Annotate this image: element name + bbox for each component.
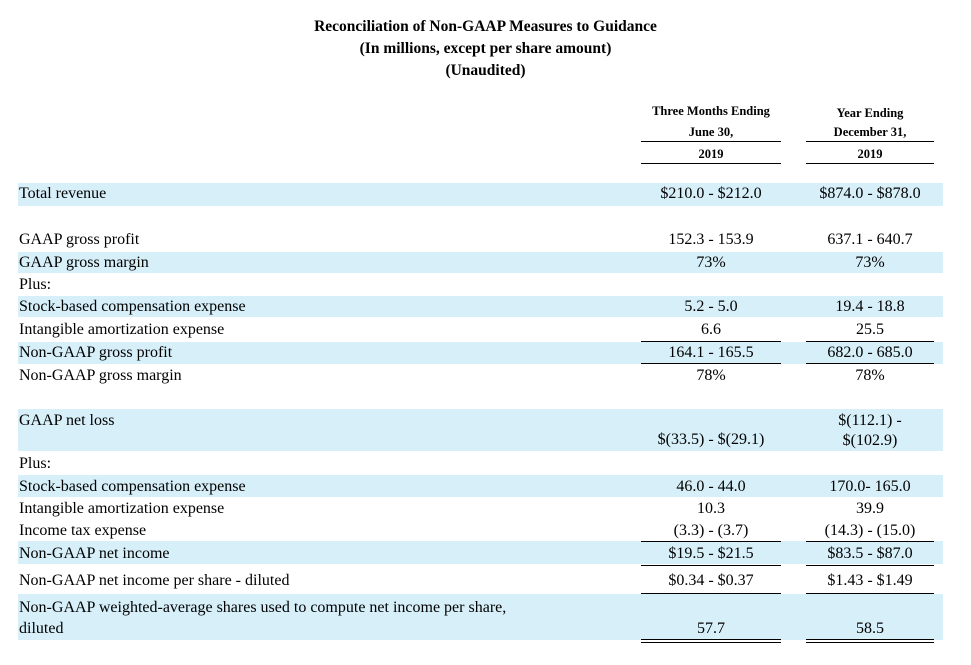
row-value-fy: 19.4 - 18.8 [835,298,905,315]
subtotal-rule-fy [806,541,934,542]
report-subtitle: (In millions, except per share amount) [359,40,612,57]
row-label: Intangible amortization expense [19,500,225,517]
col1-header-line2: June 30, [688,125,734,139]
total-rule-q2 [641,363,781,364]
row-value-q2: 5.2 - 5.0 [684,298,738,315]
row-label: Plus: [19,276,52,293]
row-value-q2: (3.3) - (3.7) [673,522,749,539]
col2-header-underline [806,163,934,164]
row-label: GAAP gross profit [19,231,140,248]
row-label-line2: diluted [19,620,64,637]
row-value-fy: 73% [855,254,885,271]
total-rule-fy [806,565,934,566]
row-band-gaap-net-loss [18,409,943,451]
row-band-total-revenue [18,183,943,206]
row-band-gaap-gross-margin [18,252,943,273]
row-value-fy: 78% [855,367,885,384]
report-note: (Unaudited) [445,62,526,79]
row-label: Income tax expense [19,522,147,539]
double-rule-bottom-fy [806,642,934,643]
row-value-q2: 73% [696,254,726,271]
row-label: GAAP gross margin [19,254,149,271]
row-label: Total revenue [19,185,107,202]
col2-header-line2: December 31, [833,125,907,139]
row-value-fy-line1: $(112.1) - [838,412,902,429]
col2-header-line1: Year Ending [836,106,904,120]
row-value-q2: 164.1 - 165.5 [668,344,754,361]
total-rule-fy [806,363,934,364]
report-title: Reconciliation of Non-GAAP Measures to Guidance [314,18,657,35]
row-label: Non-GAAP net income [19,545,170,562]
row-value-q2: $0.34 - $0.37 [668,572,754,589]
row-value-fy: (14.3) - (15.0) [824,522,916,539]
row-value-q2: $19.5 - $21.5 [668,545,754,562]
row-value-fy: 39.9 [856,500,884,517]
row-value-fy: 58.5 [856,620,884,637]
row-label: Plus: [19,455,52,472]
row-value-q2: 57.7 [697,620,725,637]
subtotal-rule-q2 [641,541,781,542]
col1-header-underline [641,163,781,164]
row-label: Stock-based compensation expense [19,478,246,495]
row-label: Intangible amortization expense [19,321,225,338]
col1-header-year: 2019 [698,147,724,161]
row-label: Non-GAAP gross profit [19,344,173,361]
row-value-fy: 170.0- 165.0 [829,478,911,495]
row-value-q2: 10.3 [697,500,725,517]
row-value-fy: $1.43 - $1.49 [827,572,913,589]
row-label-line1: Non-GAAP weighted-average shares used to compute net income per share, [19,599,507,616]
double-rule-top-q2 [641,639,781,640]
row-value-q2: 46.0 - 44.0 [676,478,746,495]
row-value-q2: 6.6 [701,321,721,338]
row-value-q2: $210.0 - $212.0 [660,185,762,202]
row-value-fy: 637.1 - 640.7 [827,231,913,248]
subtotal-rule-q2 [641,341,781,342]
row-value-fy: 682.0 - 685.0 [827,344,913,361]
row-label: GAAP net loss [19,412,115,429]
col2-header-rule [806,141,934,142]
row-value-fy: $83.5 - $87.0 [827,545,913,562]
row-value-q2: $(33.5) - $(29.1) [657,431,765,448]
total-rule-fy [806,593,934,594]
col1-header-line1: Three Months Ending [652,104,770,118]
row-value-fy: 25.5 [856,321,884,338]
row-value-fy: $874.0 - $878.0 [819,185,921,202]
total-rule-q2 [641,593,781,594]
row-label: Stock-based compensation expense [19,298,246,315]
row-label: Non-GAAP gross margin [19,367,182,384]
col2-header-year: 2019 [857,147,883,161]
total-rule-q2 [641,565,781,566]
double-rule-top-fy [806,639,934,640]
double-rule-bottom-q2 [641,642,781,643]
subtotal-rule-fy [806,341,934,342]
row-label: Non-GAAP net income per share - diluted [19,572,290,589]
col1-header-rule [641,141,781,142]
row-value-fy-line2: $(102.9) [842,432,898,449]
row-value-q2: 78% [696,367,726,384]
row-value-q2: 152.3 - 153.9 [668,231,754,248]
